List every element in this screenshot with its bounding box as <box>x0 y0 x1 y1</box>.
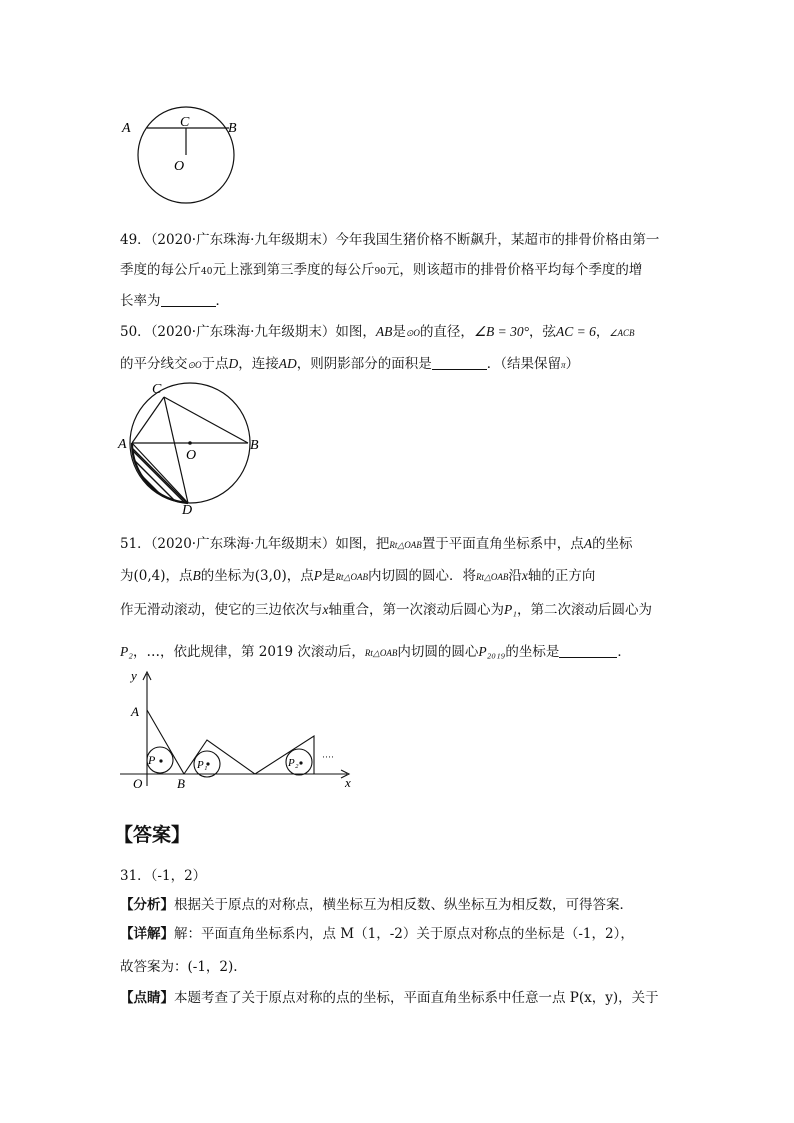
label-o: O <box>186 448 197 463</box>
q51-text: 轴重合，第一次滚动后圆心为 <box>328 602 504 618</box>
center-p <box>159 759 162 762</box>
analysis-text: 根据关于原点的对称点，横坐标互为相反数、纵坐标互为相反数，可得答案． <box>174 897 633 913</box>
math-p1: P₁ <box>504 602 517 617</box>
math-p: P <box>313 568 323 583</box>
q51-text: 沿 <box>508 568 522 584</box>
q51-line1 <box>120 532 633 552</box>
detail-tag: 【详解】 <box>120 926 174 942</box>
math-coord-a: (0,4) <box>133 568 166 584</box>
answer-heading: 【答案】 <box>114 824 191 846</box>
q51-text: ，…，依此规律，第 2019 次滚动后， <box>132 644 365 660</box>
math-b: B <box>192 568 201 583</box>
figure-circle-shaded <box>110 378 270 516</box>
q51-text: 置于平面直角坐标系中，点 <box>421 536 584 552</box>
q49-line3 <box>120 289 229 309</box>
analysis-line <box>120 893 633 913</box>
q51-text: 的坐标 <box>592 536 633 552</box>
q49-text: ． <box>215 293 229 309</box>
math-d: D <box>228 356 239 371</box>
question-number: 49． <box>120 232 151 248</box>
q50-line2 <box>120 352 579 372</box>
q51-text: 轴的正方向 <box>527 568 596 584</box>
q50-text: ，弦 <box>529 324 557 340</box>
q49-text: 长率为 <box>120 293 161 309</box>
question-source: （2020·广东珠海·九年级期末） <box>150 324 336 340</box>
math-pi: π <box>561 360 566 370</box>
label-p1: P₁ <box>197 759 208 771</box>
q51-line4 <box>120 640 631 660</box>
q51-text: 是 <box>322 568 336 584</box>
q50-text: ，连接 <box>238 356 279 372</box>
math-a: A <box>583 536 593 551</box>
math-circle-o: ⊙O <box>187 360 202 370</box>
answer-blank[interactable] <box>161 292 216 307</box>
q50-text: ） <box>565 356 580 372</box>
q51-text: ． <box>617 644 631 660</box>
note-text: 本题考查了关于原点对称的点的坐标，平面直角坐标系中任意一点 P(x，y)，关于 <box>174 990 659 1006</box>
detail-text: 解：平面直角坐标系内，点 M（1，-2）关于原点对称点的坐标是（-1，2）， <box>174 926 634 942</box>
label-b: B <box>250 438 259 453</box>
math-rt-oab: Rt△OAB <box>364 648 398 658</box>
math-rt-oab: Rt△OAB <box>475 572 509 582</box>
q50-text: ．（结果保留 <box>486 356 562 372</box>
q51-text: ，第二次滚动后圆心为 <box>516 602 652 618</box>
math-p2: P₂ <box>120 644 133 659</box>
note-line <box>120 986 659 1006</box>
label-y: y <box>131 668 137 683</box>
label-o: O <box>133 776 143 791</box>
detail-line-2: 故答案为：(-1，2). <box>120 959 238 975</box>
question-number: 51． <box>120 536 151 552</box>
q51-text: 内切圆的圆心．将 <box>367 568 476 584</box>
q51-line2 <box>120 564 595 584</box>
label-p2: P₂ <box>288 757 299 769</box>
label-p: P <box>148 753 156 767</box>
q51-text: 的坐标为 <box>200 568 255 584</box>
question-number: 50． <box>120 324 151 340</box>
math-p2019: P₂₀₁₉ <box>478 644 506 659</box>
value-40: 40 <box>201 267 213 277</box>
q51-line3 <box>120 598 652 618</box>
label-a: A <box>122 121 131 136</box>
detail-line <box>120 922 634 942</box>
q50-text: ， <box>595 324 610 340</box>
q51-text: 作无滑动滚动，使它的三边依次与 <box>120 602 323 618</box>
q49-text: 元上涨到第三季度的每公斤 <box>212 262 375 278</box>
q49-text: 季度的每公斤 <box>120 262 201 278</box>
math-circle-o: ⊙O <box>405 328 420 338</box>
center-p2 <box>299 761 302 764</box>
label-o: O <box>174 159 185 174</box>
figure-circle-chord <box>110 105 250 205</box>
label-d: D <box>182 503 193 516</box>
label-a: A <box>131 704 139 719</box>
label-b: B <box>177 776 185 791</box>
q50-line1 <box>120 320 635 340</box>
continuation-dots: ···· <box>322 752 334 762</box>
label-a: A <box>118 437 127 452</box>
figure-rolling-triangle <box>115 668 365 793</box>
analysis-tag: 【分析】 <box>120 897 174 913</box>
q50-text: 于点 <box>201 356 229 372</box>
math-x: x <box>521 568 528 583</box>
answer-blank[interactable] <box>559 643 617 658</box>
q50-text: ，则阴影部分的面积是 <box>296 356 432 372</box>
question-source: （2020·广东珠海·九年级期末） <box>150 536 336 552</box>
q51-text: 的坐标是 <box>505 644 560 660</box>
label-c: C <box>152 382 162 397</box>
answer-blank[interactable] <box>432 355 487 370</box>
math-x: x <box>322 602 329 617</box>
math-ac: AC = 6 <box>556 324 596 339</box>
math-rt-oab: Rt△OAB <box>335 572 368 582</box>
q51-text: 如图，把 <box>335 536 390 552</box>
q50-text: 的直径， <box>419 324 474 340</box>
chord-ac <box>132 397 164 443</box>
q49-text: 元，则该超市的排骨价格平均每个季度的增 <box>385 262 643 278</box>
note-tag: 【点睛】 <box>120 990 174 1006</box>
label-x: x <box>345 775 351 790</box>
value-90: 90 <box>374 267 386 277</box>
q49-line2 <box>120 258 642 278</box>
label-b: B <box>228 121 237 136</box>
chord-cd <box>164 397 188 503</box>
q50-text: 的平分线交 <box>120 356 188 372</box>
math-coord-b: (3,0) <box>254 568 287 584</box>
q50-text: 如图， <box>335 324 376 340</box>
math-ab: AB <box>375 324 393 339</box>
q51-text: 为 <box>120 568 134 584</box>
center-point <box>188 441 192 445</box>
math-angle-acb: ∠ACB <box>609 328 635 338</box>
math-rt-oab: Rt△OAB <box>389 540 422 550</box>
math-angle-b: ∠B = 30° <box>473 324 530 339</box>
q51-text: ，点 <box>165 568 193 584</box>
q51-text: 内切圆的圆心 <box>397 644 479 660</box>
answer-31: 31．（-1，2） <box>120 868 207 884</box>
q49-line1 <box>120 228 659 248</box>
q50-text: 是 <box>392 324 406 340</box>
label-c: C <box>180 115 190 130</box>
q51-text: ，点 <box>286 568 314 584</box>
triangle-rolled-2 <box>255 736 314 774</box>
math-ad: AD <box>278 356 297 371</box>
question-source: （2020·广东珠海·九年级期末） <box>150 232 336 248</box>
q49-text: 今年我国生猪价格不断飙升，某超市的排骨价格由第一 <box>335 232 660 248</box>
